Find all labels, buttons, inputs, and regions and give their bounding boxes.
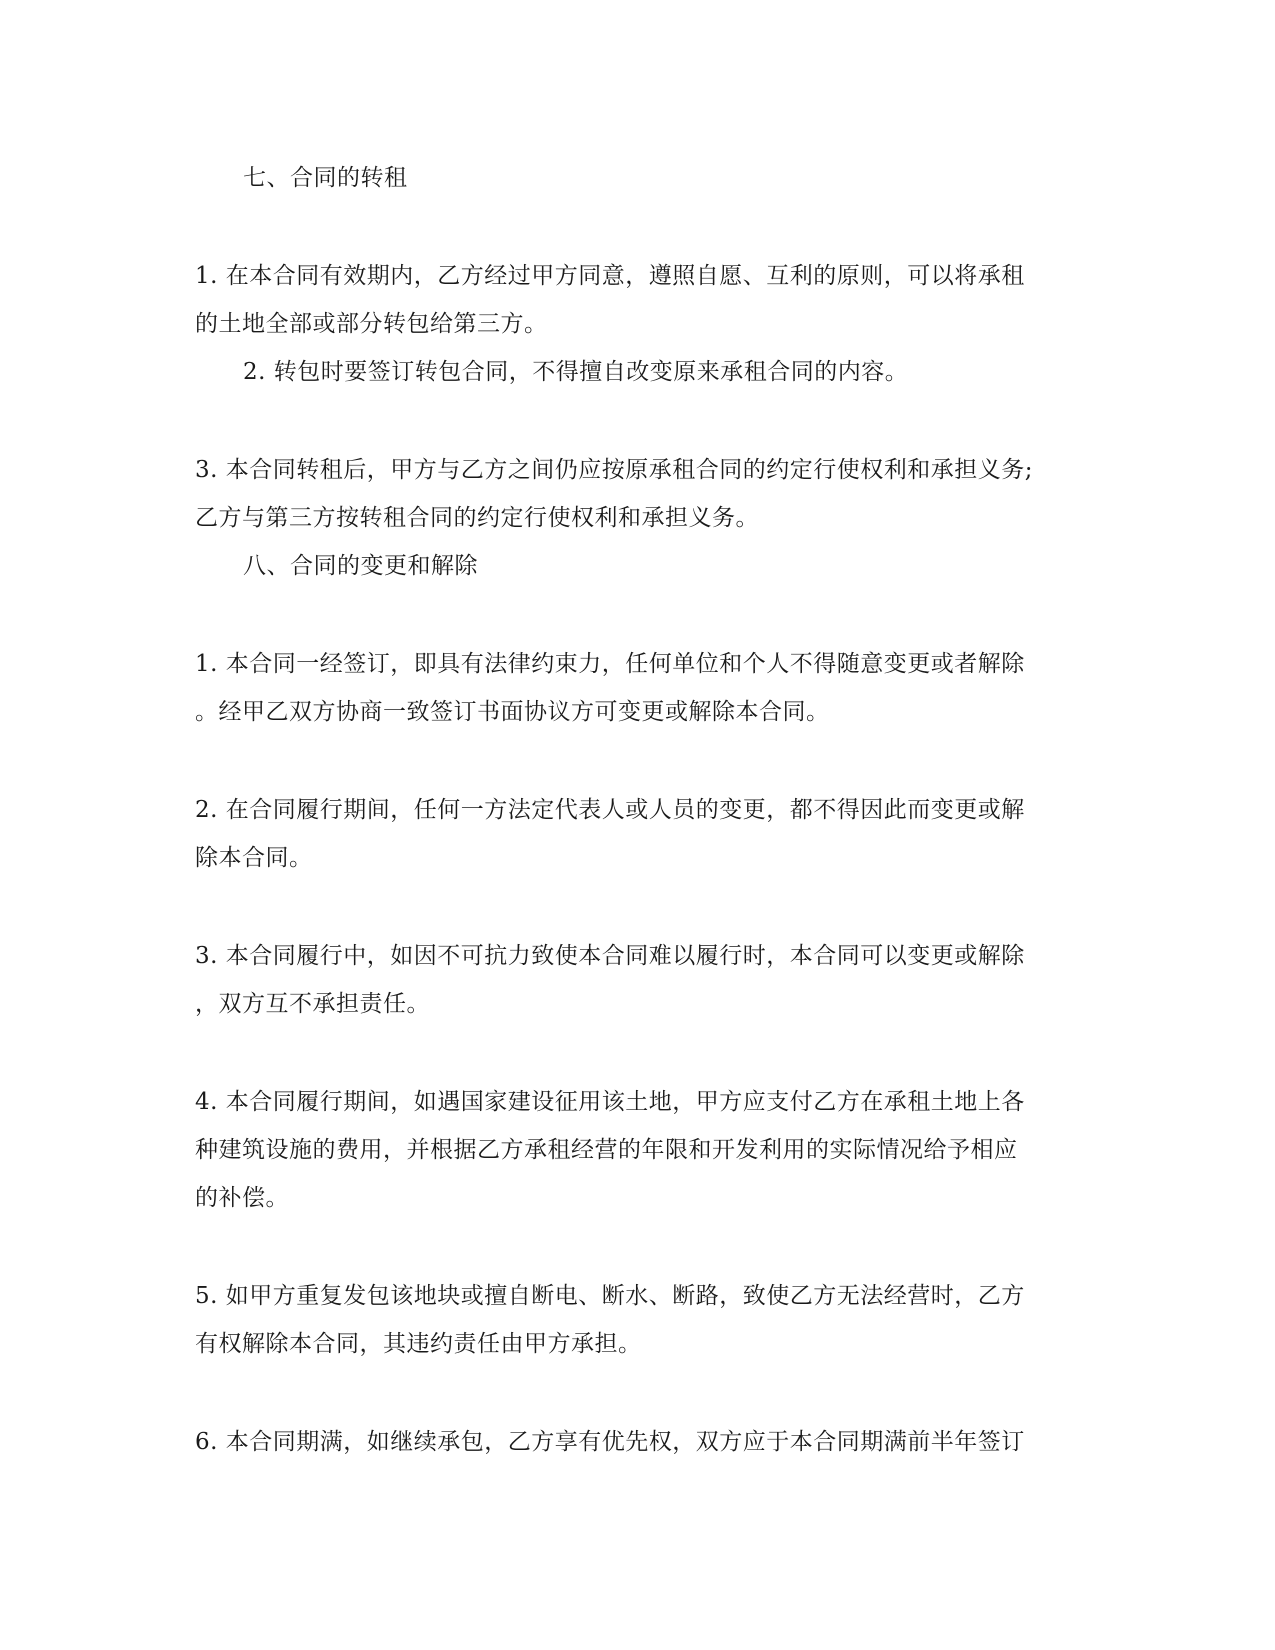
paragraph-line: 乙方与第三方按转租合同的约定行使权利和承担义务。	[195, 505, 759, 531]
paragraph-line: 4. 本合同履行期间，如遇国家建设征用该土地，甲方应支付乙方在承租土地上各	[195, 1089, 1025, 1115]
section-heading-change-termination: 八、合同的变更和解除	[243, 553, 478, 579]
paragraph-line: 5. 如甲方重复发包该地块或擅自断电、断水、断路，致使乙方无法经营时，乙方	[195, 1283, 1025, 1309]
paragraph-line: 的土地全部或部分转包给第三方。	[195, 311, 548, 337]
paragraph-line: 6. 本合同期满，如继续承包，乙方享有优先权，双方应于本合同期满前半年签订	[195, 1429, 1025, 1455]
paragraph-line: 2. 在合同履行期间，任何一方法定代表人或人员的变更，都不得因此而变更或解	[195, 797, 1025, 823]
section-heading-sublease: 七、合同的转租	[243, 165, 408, 191]
paragraph-line: 3. 本合同履行中，如因不可抗力致使本合同难以履行时，本合同可以变更或解除	[195, 943, 1025, 969]
paragraph-line: 。经甲乙双方协商一致签订书面协议方可变更或解除本合同。	[195, 699, 830, 725]
paragraph-line: 3. 本合同转租后，甲方与乙方之间仍应按原承租合同的约定行使权利和承担义务;	[195, 457, 1034, 483]
paragraph-line: 2. 转包时要签订转包合同，不得擅自改变原来承租合同的内容。	[243, 359, 909, 385]
paragraph-line: 种建筑设施的费用，并根据乙方承租经营的年限和开发利用的实际情况给予相应	[195, 1137, 1018, 1163]
paragraph-line: 除本合同。	[195, 845, 313, 871]
paragraph-line: ，双方互不承担责任。	[195, 991, 430, 1017]
paragraph-line: 1. 在本合同有效期内，乙方经过甲方同意，遵照自愿、互利的原则，可以将承租	[195, 263, 1025, 289]
paragraph-line: 有权解除本合同，其违约责任由甲方承担。	[195, 1331, 642, 1357]
paragraph-line: 1. 本合同一经签订，即具有法律约束力，任何单位和个人不得随意变更或者解除	[195, 651, 1025, 677]
paragraph-line: 的补偿。	[195, 1185, 289, 1211]
